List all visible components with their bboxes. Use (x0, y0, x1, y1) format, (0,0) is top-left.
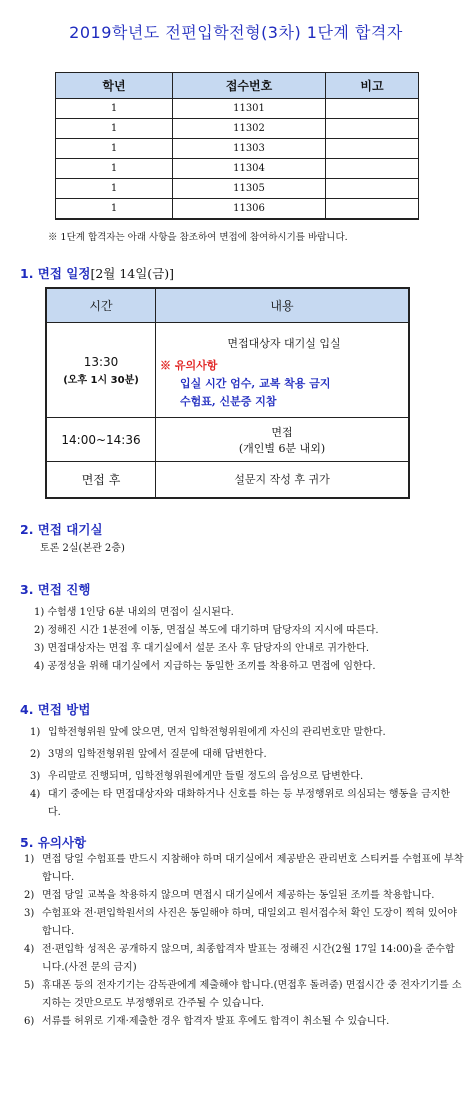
section-heading-cautions: 5. 유의사항 (20, 835, 87, 850)
table-row (56, 179, 419, 199)
section-heading-schedule (20, 264, 174, 282)
list-text: 면접 당일 교복을 착용하지 않으며 면접시 대기실에서 제공하는 동일된 조끼를 착용합니다. (42, 890, 435, 901)
header-remarks: 비고 (326, 73, 419, 99)
section-heading-method: 4. 면접 방법 (20, 702, 91, 717)
time-cell: 14:00~14:36 (46, 418, 156, 462)
list-number: 4) (30, 789, 41, 800)
result-table (55, 72, 419, 220)
schedule-header-row (46, 288, 409, 323)
list-item (24, 1013, 464, 1031)
list-item (30, 724, 462, 742)
list-text: 3명의 입학전형위원 앞에서 질문에 대해 답변한다. (48, 749, 267, 760)
header-time: 시간 (46, 288, 156, 323)
list-item: 4) 공정성을 위해 대기실에서 지급하는 동일한 조끼를 착용하고 면접에 임한다. (34, 661, 376, 672)
list-item (24, 941, 464, 977)
cell-receipt-number: 11306 (173, 199, 326, 220)
list-item (30, 746, 462, 764)
page-title: 2019학년도 전편입학전형(3차) 1단계 합격자 (69, 23, 403, 42)
notice-text: ※ 1단계 합격자는 아래 사항을 참조하여 면접에 참여하시기를 바랍니다. (48, 232, 348, 243)
method-list (30, 724, 462, 822)
list-item (24, 905, 464, 941)
cautions-list (24, 851, 464, 1031)
cell-remarks (326, 159, 419, 179)
content-line: 면접 (271, 425, 293, 439)
list-text: 면접 당일 수험표를 반드시 지참해야 하며 대기실에서 제공받은 관리번호 스티커를 수험표에 부착합니다. (42, 854, 464, 883)
list-text: 입학전형위원 앞에 앉으면, 먼저 입학전형위원에게 자신의 관리번호만 말한다. (48, 727, 386, 738)
section-heading-progress: 3. 면접 진행 (20, 582, 91, 597)
list-item: 1) 수험생 1인당 6분 내외의 면접이 실시된다. (34, 607, 234, 618)
header-grade: 학년 (56, 73, 173, 99)
list-item (30, 768, 462, 786)
caution-line: 수험표, 신분증 지참 (180, 395, 277, 408)
time-cell: 면접 후 (46, 462, 156, 498)
table-row (56, 99, 419, 119)
cell-remarks (326, 199, 419, 220)
table-header-row (56, 73, 419, 99)
schedule-row (46, 323, 409, 418)
header-content: 내용 (156, 288, 410, 323)
section-heading-waiting-room: 2. 면접 대기실 (20, 522, 103, 537)
cell-grade: 1 (56, 199, 173, 220)
list-number: 1) (24, 854, 35, 865)
cell-grade: 1 (56, 179, 173, 199)
list-number: 3) (24, 908, 35, 919)
table-row (56, 119, 419, 139)
list-number: 4) (24, 944, 35, 955)
progress-list (34, 604, 464, 676)
cell-remarks (326, 179, 419, 199)
cell-remarks (326, 99, 419, 119)
table-row (56, 159, 419, 179)
caution-line: 입실 시간 엄수, 교복 착용 금지 (180, 377, 331, 390)
content-line: 면접대상자 대기실 입실 (227, 337, 341, 350)
cell-receipt-number: 11305 (173, 179, 326, 199)
content-cell (156, 418, 410, 462)
cell-receipt-number: 11301 (173, 99, 326, 119)
list-number: 1) (30, 727, 41, 738)
list-item: 2) 정해진 시간 1분전에 이동, 면접실 복도에 대기하며 담당자의 지시에 따른다. (34, 625, 379, 636)
list-number: 3) (30, 771, 41, 782)
list-text: 수험표와 전·편입학원서의 사진은 동일해야 하며, 대일외고 원서접수처 확인 도장이 찍혀 있어야 합니다. (42, 908, 457, 937)
list-text: 대기 중에는 타 면접대상자와 대화하거나 신호를 하는 등 부정행위로 의심되는 행동을 금지한다. (48, 789, 451, 818)
time-cell (46, 323, 156, 418)
cell-receipt-number: 11302 (173, 119, 326, 139)
cell-remarks (326, 119, 419, 139)
list-item: 3) 면접대상자는 면접 후 대기실에서 설문 조사 후 담당자의 안내로 귀가한다. (34, 643, 370, 654)
content-cell: 설문지 작성 후 귀가 (156, 462, 410, 498)
list-text: 휴대폰 등의 전자기기는 감독관에게 제출해야 합니다.(면접후 돌려줌) 면접시간 중 전자기기를 소지하는 것만으로도 부정행위로 간주될 수 있습니다. (42, 980, 462, 1009)
section-title: 1. 면접 일정 (20, 266, 91, 281)
list-number: 2) (24, 890, 35, 901)
time-subtext: (오후 1시 30분) (63, 374, 139, 386)
schedule-date: [2월 14일(금)] (90, 266, 175, 281)
schedule-table (45, 287, 410, 499)
cell-grade: 1 (56, 119, 173, 139)
cell-grade: 1 (56, 159, 173, 179)
list-text: 서류를 허위로 기재·제출한 경우 합격자 발표 후에도 합격이 취소될 수 있습니다. (42, 1016, 390, 1027)
table-row (56, 199, 419, 220)
list-number: 5) (24, 980, 35, 991)
content-line: (개인별 6분 내외) (238, 441, 326, 455)
list-text: 우리말로 진행되며, 입학전형위원에게만 들릴 정도의 음성으로 답변한다. (48, 771, 364, 782)
list-item (24, 977, 464, 1013)
cell-receipt-number: 11304 (173, 159, 326, 179)
caution-title: ※ 유의사항 (160, 359, 218, 372)
list-text: 전·편입학 성적은 공개하지 않으며, 최종합격자 발표는 정해진 시간(2월 17일 14:00)을 준수합니다.(사전 문의 금지) (42, 944, 455, 973)
list-number: 2) (30, 749, 41, 760)
waiting-room-location: 토론 2실(본관 2층) (40, 543, 125, 554)
cell-grade: 1 (56, 99, 173, 119)
list-item (30, 786, 462, 822)
list-item (24, 851, 464, 887)
schedule-row (46, 418, 409, 462)
content-cell (156, 323, 410, 418)
header-receipt-number: 접수번호 (173, 73, 326, 99)
time-value: 13:30 (83, 354, 119, 369)
list-item (24, 887, 464, 905)
list-number: 6) (24, 1016, 35, 1027)
schedule-row (46, 462, 409, 498)
cell-grade: 1 (56, 139, 173, 159)
table-row (56, 139, 419, 159)
cell-remarks (326, 139, 419, 159)
cell-receipt-number: 11303 (173, 139, 326, 159)
